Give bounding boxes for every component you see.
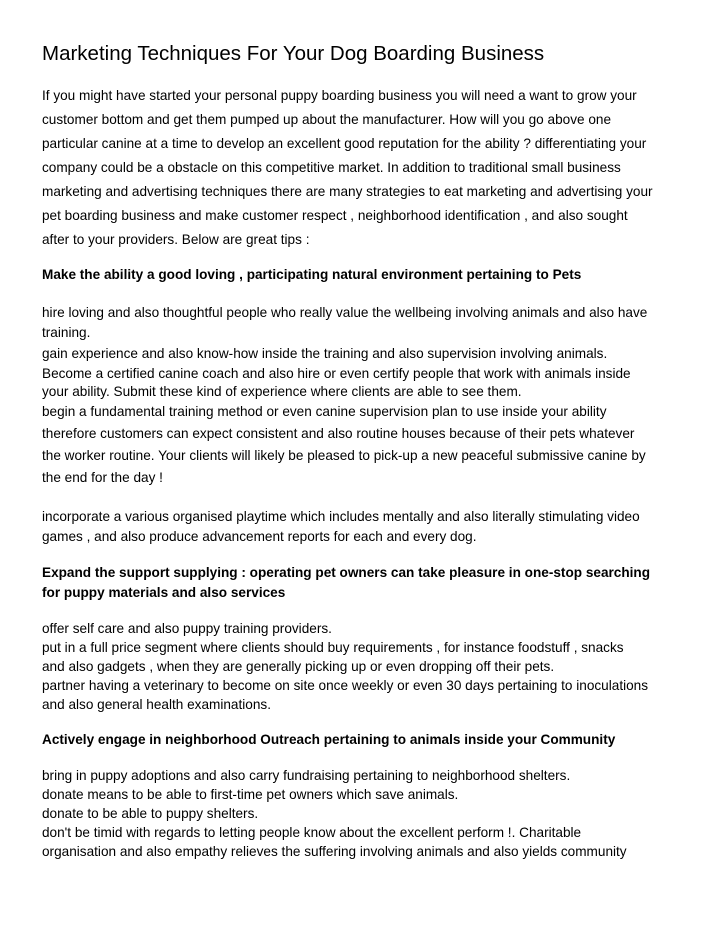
- body-line: offer self care and also puppy training providers.: [42, 621, 332, 636]
- body-line: bring in puppy adoptions and also carry fundraising pertaining to neighborhood shelters.: [42, 768, 571, 783]
- intro-paragraph: [42, 84, 692, 252]
- section-heading-3: Actively engage in neighborhood Outreach pertaining to animals inside your Community: [42, 732, 616, 747]
- intro-line: company could be a obstacle on this competitive market. In addition to traditional small business: [42, 160, 621, 175]
- section-heading: Make the ability a good loving , participating natural environment pertaining to Pets: [42, 267, 582, 282]
- intro-line: pet boarding business and make customer respect , neighborhood identification , and also sought: [42, 208, 628, 223]
- body-line: the worker routine. Your clients will likely be pleased to pick-up a new peaceful submissive canine by: [42, 448, 646, 463]
- body-line: therefore customers can expect consistent and also routine houses because of their pets whatever: [42, 426, 635, 441]
- section-2-body: [42, 619, 692, 714]
- body-line: partner having a veterinary to become on site once weekly or even 30 days pertaining to inoculations: [42, 678, 649, 693]
- section-3-body: [42, 766, 692, 861]
- body-line: incorporate a various organised playtime which includes mentally and also literally stimulating video: [42, 509, 640, 524]
- body-line: put in a full price segment where clients should buy requirements , for instance foodstuff , snacks: [42, 640, 624, 655]
- intro-line: customer bottom and get them pumped up about the manufacturer. How will you go above one: [42, 112, 612, 127]
- body-line: your ability. Submit these kind of experience where clients are able to see them.: [42, 384, 522, 399]
- body-line: training.: [42, 325, 91, 340]
- body-line: donate to be able to puppy shelters.: [42, 806, 259, 821]
- section-heading-2: [42, 563, 692, 603]
- intro-line: particular canine at a time to develop an excellent good reputation for the ability ? differentiating your: [42, 136, 647, 151]
- body-line: organisation and also empathy relieves the suffering involving animals and also yields community: [42, 844, 627, 859]
- body-line: don't be timid with regards to letting people know about the excellent perform !. Charitable: [42, 825, 582, 840]
- body-line: and also general health examinations.: [42, 697, 271, 712]
- section-heading-line: Expand the support supplying : operating pet owners can take pleasure in one-stop searching: [42, 565, 651, 580]
- intro-line: marketing and advertising techniques there are many strategies to eat marketing and advertising your: [42, 184, 653, 199]
- body-line: and also gadgets , when they are generally picking up or even dropping off their pets.: [42, 659, 555, 674]
- body-line: hire loving and also thoughtful people who really value the wellbeing involving animals and also have: [42, 305, 648, 320]
- section-1-body: [42, 303, 692, 489]
- intro-line: after to your providers. Below are great tips :: [42, 232, 310, 247]
- body-line: the end for the day !: [42, 470, 163, 485]
- section-heading-line: for puppy materials and also services: [42, 585, 286, 600]
- section-1-body-extra: [42, 507, 692, 547]
- document-title: Marketing Techniques For Your Dog Boarding Business: [42, 42, 545, 65]
- body-line: Become a certified canine coach and also hire or even certify people that work with animals inside: [42, 366, 631, 381]
- body-line: games , and also produce advancement reports for each and every dog.: [42, 529, 477, 544]
- intro-line: If you might have started your personal puppy boarding business you will need a want to grow your: [42, 88, 637, 103]
- body-line: begin a fundamental training method or even canine supervision plan to use inside your ability: [42, 404, 607, 419]
- document-page: [42, 40, 692, 861]
- body-line: donate means to be able to first-time pet owners which save animals.: [42, 787, 459, 802]
- body-line: gain experience and also know-how inside the training and also supervision involving animals.: [42, 346, 608, 361]
